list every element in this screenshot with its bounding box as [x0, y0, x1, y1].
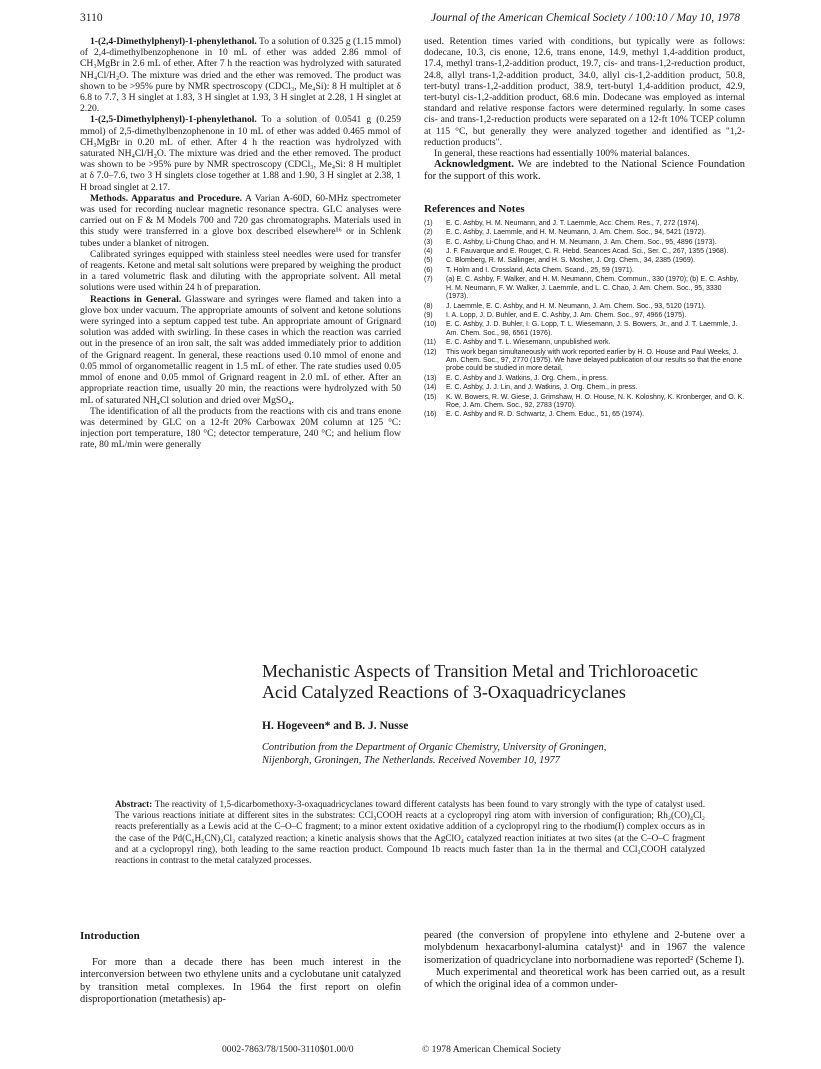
title-line: Acid Catalyzed Reactions of 3-Oxaquadricyclanes	[262, 682, 626, 702]
paragraph: Calibrated syringes equipped with stainless steel needles were used for transfer of reagents. Ketone and metal salt solutions were prepared by weighing the product in a tared volumetric flask and diluting with the appropriate solvent. All metal solutions were used within 24 h of preparation.	[80, 248, 401, 294]
reference-item	[424, 220, 745, 228]
reference-item	[424, 349, 745, 374]
affiliation-line: Contribution from the Department of Organic Chemistry, University of Groningen,	[262, 742, 607, 753]
affiliation	[262, 741, 742, 767]
reference-text: J. Laemmle, E. C. Ashby, and H. M. Neumann, J. Am. Chem. Soc., 93, 5120 (1971).	[446, 302, 706, 310]
reference-number: (4)	[424, 248, 433, 256]
reference-number: (6)	[424, 266, 433, 274]
reference-item	[424, 267, 745, 275]
reference-text: J. F. Fauvarque and E. Rouget, C. R. Hebd. Seances Acad. Sci., Ser. C., 267, 1355 (1968).	[446, 248, 729, 256]
paragraph: The identification of all the products from the reactions with cis and trans enone was determined by GLC on a 12-ft 20% Carbowax 20M column at 125 °C: injection port temperature, 180 °C; detector temperature, 240 °C; and helium flow rate, 80 mL/min were generally	[80, 405, 401, 451]
reference-item	[424, 312, 745, 320]
reference-item	[424, 248, 745, 256]
reference-number: (3)	[424, 238, 433, 246]
reference-number: (7)	[424, 276, 433, 284]
reference-item	[424, 229, 745, 237]
reference-item	[424, 303, 745, 311]
paragraph-text: To a solution of 0.0541 g (0.259 mmol) of 2,5-dimethylbenzophenone in 10 mL of ether was added 0.465 mmol of CH₃MgBr in 0.20 mL of ether. After 4 h the reaction was hydrolyzed with saturated NH₄Cl/H₂O. The mixture was dried and the ether removed. The product was shown to be >95% pure by NMR spectroscopy (CDCl₃, Me₄Si: 8 H multiplet at δ 7.0–7.6, two 3 H singlets close together at 1.88 and 1.90, 3 H singlet at 2.38, 1 H broad singlet at 2.17.	[80, 114, 401, 193]
reference-text: K. W. Bowers, R. W. Giese, J. Grimshaw, H. O. House, N. K. Koloshny, K. Kronberger, and O. K. Roe, J. Am. Chem. Soc., 92, 2783 (1970).	[446, 393, 745, 409]
reference-text: E. C. Ashby and R. D. Schwartz, J. Chem. Educ., 51, 65 (1974).	[446, 411, 645, 419]
paragraph	[80, 114, 401, 192]
reference-text: T. Holm and I. Crossland, Acta Chem. Scand., 25, 59 (1971).	[446, 266, 634, 274]
paragraph: Much experimental and theoretical work has been carried out, as a result of which the original idea of a common under-	[424, 966, 745, 991]
reference-number: (10)	[424, 321, 437, 329]
right-column	[424, 36, 745, 421]
reference-text: E. C. Ashby and J. Watkins, J. Org. Chem., in press.	[446, 374, 608, 382]
paragraph: peared (the conversion of propylene into ethylene and 2-butene over a molybdenum hexacarbonyl-alumina catalyst)¹ and in 1967 the valence isomerization of quadricyclane into norbornadiene was reported² (Scheme I).	[424, 930, 745, 966]
left-column	[80, 36, 401, 451]
article-title	[262, 661, 752, 703]
reference-number: (14)	[424, 384, 437, 392]
reference-item	[424, 384, 745, 392]
compound-heading: 1-(2,4-Dimethylphenyl)-1-phenylethanol.	[90, 36, 257, 47]
references-heading: References and Notes	[424, 202, 525, 215]
reference-text: I. A. Lopp, J. D. Buhler, and E. C. Ashby, J. Am. Chem. Soc., 97, 4966 (1975).	[446, 311, 687, 319]
compound-heading: 1-(2,5-Dimethylphenyl)-1-phenylethanol.	[90, 114, 257, 126]
reference-text: E. C. Ashby, J. D. Buhler, I. G. Lopp, T. L. Wiesemann, J. S. Bowers, Jr., and J. T. Laemmle, J. Am. Chem. Soc., 98, 6561 (1976).	[446, 321, 738, 337]
reference-text: This work began simultaneously with work reported earlier by H. O. House and Paul Weeks, J. Am. Chem. Soc., 97, 2770 (1975). We have delayed publication of our results so that the enone probe could be studied in more detail.	[446, 348, 742, 373]
acknowledgment-text: We are indebted to the National Science Foundation for the support of this work.	[424, 159, 745, 183]
journal-citation: Journal of the American Chemical Society / 100:10 / May 10, 1978	[431, 12, 740, 24]
reference-number: (12)	[424, 348, 437, 356]
reference-text: E. C. Ashby and T. L. Wiesemann, unpublished work.	[446, 339, 611, 347]
page-number: 3110	[80, 12, 103, 24]
paragraph: For more than a decade there has been much interest in the interconversion between two ethylene units and a cyclobutane unit catalyzed by transition metal complexes. In 1964 the first report on olefin disproportionation (metathesis) ap-	[80, 957, 401, 1005]
reference-list	[424, 220, 745, 420]
reference-number: (2)	[424, 229, 433, 237]
paragraph-text: A Varian A-60D, 60-MHz spectrometer was used for recording nuclear magnetic resonance spectra. GLC analyses were carried out on F & M Models 700 and 720 gas chromatographs. Materials used in this study were transferred in a glove box described elsewhere¹⁶ or in Schlenk tubes under a blanket of nitrogen.	[80, 192, 401, 249]
reference-number: (8)	[424, 302, 433, 310]
reference-number: (11)	[424, 339, 436, 347]
paragraph-text: Glassware and syringes were flamed and taken into a glove box under vacuum. The appropriate amounts of solvent and ketone solutions were syringed into a septum capped test tube. An appropriate amount of Grignard solution was added with swirling. In these cases in which the reaction was carried out in the presence of an iron salt, the salt was added immediately prior to addition of the Grignard reagent. In general, these reactions used 0.10 mmol of enone and 0.05 mmol of organometallic reagent in 1.5 mL of ether. The rate studies used 0.05 mmol of enone and 0.05 mmol of Grignard reagent in 2.0 mL of ether. After an appropriate reaction time, usually 20 min, the reactions were hydrolyzed with 50 mL of saturated NH₄Cl solution and dried over MgSO₄.	[80, 293, 401, 406]
abstract-label: Abstract:	[115, 799, 153, 809]
reference-item	[424, 239, 745, 247]
reference-number: (13)	[424, 374, 437, 382]
footer-copyright: © 1978 American Chemical Society	[422, 1044, 561, 1055]
running-header	[80, 12, 740, 28]
intro-left-column	[80, 957, 401, 1006]
paragraph	[80, 294, 401, 406]
paragraph: used. Retention times varied with conditions, but typically were as follows: dodecane, 10.3, cis enone, 12.6, trans enone, 14.9, methyl 1,4-addition product, 17.4, methyl trans-1,2-addition product, 19.7, cis- and trans-1,2-reduction product, 24.8, allyl trans-1,2-addition product, 34.0, allyl cis-1,2-addition product, 50.8, tert-butyl trans-1,2-addition product, 38.9, tert-butyl 1,4-addition product, 42.9, tert-butyl cis-1,2-addition product, 68.6 min. Dodecane was employed as internal standard and relative response factors were determined regularly. In some cases cis- and trans-1,2-reduction products were separated on a 12-ft 10% TCEP column at 115 °C, but generally they were analyzed together and identified as "1,2-reduction products".	[424, 36, 745, 148]
acknowledgment-label: Acknowledgment.	[434, 159, 514, 171]
reference-number: (1)	[424, 219, 433, 227]
reference-item	[424, 276, 745, 301]
introduction-heading: Introduction	[80, 930, 140, 942]
reference-text: (a) E. C. Ashby, F. Walker, and H. M. Neumann, Chem. Commun., 330 (1970); (b) E. C. Ashby, H. M. Neumann, F. W. Walker, J. Laemmle, and L. C. Chao, J. Am. Chem. Soc., 95, 3330 (1973).	[446, 276, 739, 301]
abstract-text: The reactivity of 1,5-dicarbomethoxy-3-oxaquadricyclanes toward different catalysts has been found to vary strongly with the type of catalyst used. The various reactions initiate at different sites in the substrates: CCl₃COOH reacts at a cyclopropyl ring atom with inversion of configuration; Rh₂(CO)₄Cl₂ reacts preferentially as a Lewis acid at the C–O–C fragment; to a minor extent oxidative addition of a cyclopropyl ring to the rhodium(I) complex occurs as in the case of the Pd(C₆H₅CN)₂Cl₂ catalyzed reaction; a kinetic analysis shows that the AgClO₄ catalyzed reaction initiates at two sites (at the C–O–C fragment and at a cyclopropyl ring), both leading to the same reaction product. Compound 1b reacts much faster than 1a in the thermal and CCl₃COOH catalyzed reactions in contrast to the metal catalyzed processes.	[115, 799, 705, 866]
title-line: Mechanistic Aspects of Transition Metal and Trichloroacetic	[262, 661, 698, 681]
reference-number: (5)	[424, 257, 433, 265]
paragraph	[80, 36, 401, 114]
acknowledgment	[424, 159, 745, 183]
intro-right-column	[424, 930, 745, 991]
reference-item	[424, 411, 745, 419]
reference-item	[424, 394, 745, 411]
affiliation-line: Nijenborgh, Groningen, The Netherlands. Received November 10, 1977	[262, 755, 560, 766]
reference-item	[424, 375, 745, 383]
paragraph-text: To a solution of 0.325 g (1.15 mmol) of 2,4-dimethylbenzophenone in 10 mL of ether was added 2.86 mmol of CH₃MgBr in 2.6 mL of ether. After 7 h the reaction was hydrolyzed with saturated NH₄Cl/H₂O. The mixture was dried and the ether was removed. The product was shown to be >95% pure by NMR spectroscopy (CDCl₃, Me₄Si): 8 H multiplet at δ 6.8 to 7.7, 3 H singlet at 1.83, 3 H singlet at 1.93, 3 H singlet at 2.28, 1 H singlet at 2.20.	[80, 36, 401, 115]
reference-text: E. C. Ashby, J. J. Lin, and J. Watkins, J. Org. Chem., in press.	[446, 384, 638, 392]
footer-code: 0002-7863/78/1500-3110$01.00/0	[222, 1044, 354, 1055]
reference-number: (15)	[424, 393, 437, 401]
section-heading: Reactions in General.	[90, 293, 182, 305]
paragraph	[80, 193, 401, 249]
reference-item	[424, 339, 745, 347]
reference-item	[424, 321, 745, 338]
reference-text: E. C. Ashby, H. M. Neumann, and J. T. Laemmle, Acc. Chem. Res., 7, 272 (1974).	[446, 219, 700, 227]
reference-number: (9)	[424, 311, 433, 319]
abstract	[115, 799, 705, 866]
paragraph: In general, these reactions had essentially 100% material balances.	[434, 148, 690, 160]
authors: H. Hogeveen* and B. J. Nusse	[262, 720, 409, 732]
reference-text: E. C. Ashby, Li-Chung Chao, and H. M. Neumann, J. Am. Chem. Soc., 95, 4896 (1973).	[446, 238, 717, 246]
section-heading: Methods. Apparatus and Procedure.	[90, 192, 243, 204]
reference-text: C. Blomberg, R. M. Sallinger, and H. S. Mosher, J. Org. Chem., 34, 2385 (1969).	[446, 257, 695, 265]
reference-text: E. C. Ashby, J. Laemmle, and H. M. Neumann, J. Am. Chem. Soc., 94, 5421 (1972).	[446, 229, 706, 237]
reference-item	[424, 257, 745, 265]
reference-number: (16)	[424, 411, 437, 419]
